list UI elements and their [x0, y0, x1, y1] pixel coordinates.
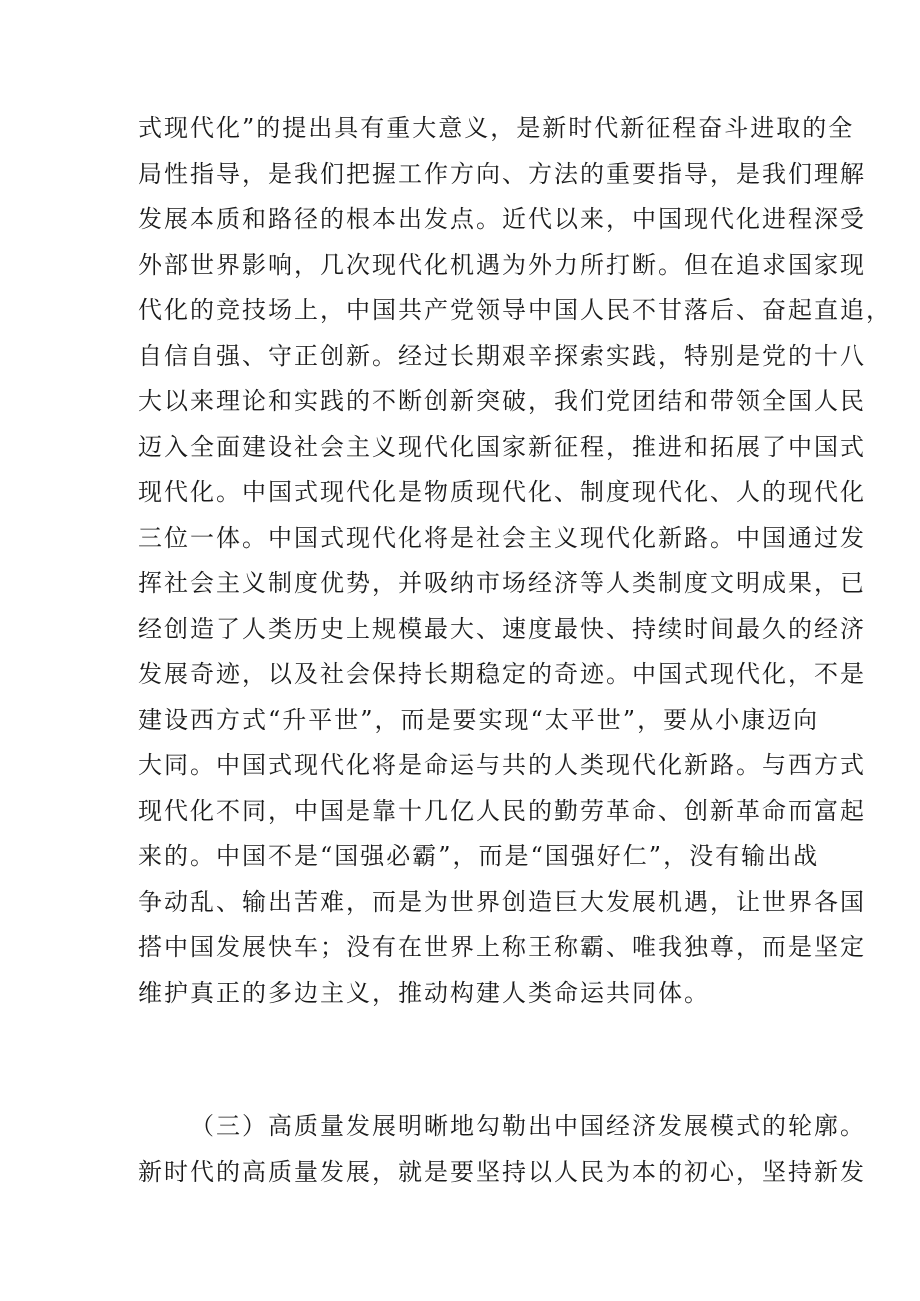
text-line: 局性指导，是我们把握工作方向、方法的重要指导，是我们理解 [138, 159, 866, 188]
text-line: 大同。中国式现代化将是命运与共的人类现代化新路。与西方式 [138, 751, 866, 779]
text-line: 发展本质和路径的根本出发点。近代以来，中国现代化进程深受 [138, 205, 866, 233]
text-line: 挥社会主义制度优势，并吸纳市场经济等人类制度文明成果，已 [138, 569, 866, 597]
text-line: 发展奇迹，以及社会保持长期稳定的奇迹。中国式现代化，不是 [138, 660, 866, 688]
text-line: 建设西方式“升平世”，而是要实现“太平世”，要从小康迈向 [138, 705, 820, 734]
text-line: 现代化不同，中国是靠十几亿人民的勤劳革命、创新革命而富起 [138, 796, 866, 825]
text-line: 搭中国发展快车；没有在世界上称王称霸、唯我独尊，而是坚定 [138, 933, 866, 961]
text-line: 三位一体。中国式现代化将是社会主义现代化新路。中国通过发 [138, 523, 866, 552]
text-line: 大以来理论和实践的不断创新突破，我们党团结和带领全国人民 [138, 387, 866, 415]
text-line: 外部世界影响，几次现代化机遇为外力所打断。但在追求国家现 [138, 250, 866, 279]
text-line: 维护真正的多边主义，推动构建人类命运共同体。 [138, 978, 710, 1007]
paragraph-1 [138, 106, 892, 1016]
text-line: 迈入全面建设社会主义现代化国家新征程，推进和拓展了中国式 [138, 432, 866, 461]
section-heading-line: （三）高质量发展明晰地勾勒出中国经济发展模式的轮廓。 [190, 1112, 866, 1140]
text-line: 争动乱、输出苦难，而是为世界创造巨大发展机遇，让世界各国 [138, 887, 866, 916]
paragraph-2 [138, 1104, 866, 1195]
text-line: 代化的竞技场上，中国共产党领导中国人民不甘落后、奋起直追， [138, 296, 892, 324]
text-line: 来的。中国不是“国强必霸”，而是“国强好仁”，没有输出战 [138, 842, 820, 870]
text-line: 现代化。中国式现代化是物质现代化、制度现代化、人的现代化 [138, 478, 866, 506]
text-line: 经创造了人类历史上规模最大、速度最快、持续时间最久的经济 [138, 614, 866, 643]
text-line: 式现代化”的提出具有重大意义，是新时代新征程奋斗进取的全 [138, 114, 855, 142]
text-line: 自信自强、守正创新。经过长期艰辛探索实践，特别是党的十八 [138, 341, 866, 370]
text-line: 新时代的高质量发展，就是要坚持以人民为本的初心，坚持新发 [138, 1157, 866, 1186]
